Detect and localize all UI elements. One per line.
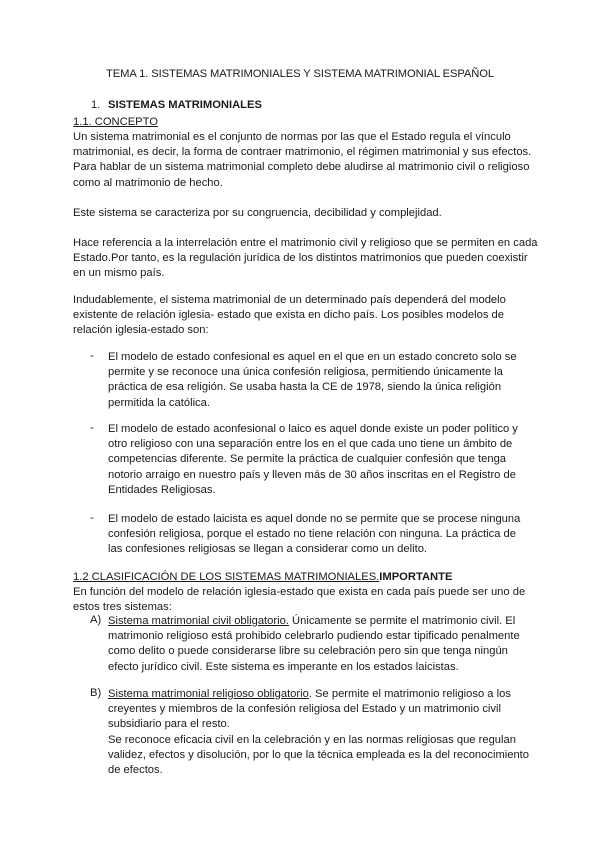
bullet-marker: -: [90, 422, 94, 434]
section-heading: [91, 99, 262, 111]
paragraph-systems-intro: En función del modelo de relación iglesia-estado que exista en cada país puede ser uno de estos tres sistemas:: [73, 586, 526, 614]
item-marker: B): [90, 687, 102, 699]
item-body: Únicamente se permite el matrimonio civil. El matrimonio religioso está prohibido celebrarlo pudiendo estar tipificado penalmente como delito o puede considerarse libre su celebración pero sin que tenga ningún efecto jurídico civil. Este sistema es imperante en los estados laicistas.: [108, 615, 520, 673]
document-title: TEMA 1. SISTEMAS MATRIMONIALES Y SISTEMA MATRIMONIAL ESPAÑOL: [106, 68, 494, 80]
paragraph-characteristics: Este sistema se caracteriza por su congruencia, decibilidad y complejidad.: [73, 207, 442, 219]
subsection-concepto: 1.1. CONCEPTO: [73, 116, 158, 128]
bullet-laicista: El modelo de estado laicista es aquel donde no se permite que se procese ninguna confesión religiosa, porque el estado no tiene relación con ninguna. La práctica de las confesiones religiosas se llegan a considerar como un delito.: [108, 513, 521, 556]
paragraph-interrelation: Hace referencia a la interrelación entre el matrimonio civil y religioso que se permiten en cada Estado.Por tanto, es la regulación jurídica de los distintos matrimonios que pueden coexistir en un mismo país.: [73, 237, 538, 280]
important-label: IMPORTANTE: [379, 571, 453, 583]
section-number: 1.: [91, 99, 101, 111]
item-term: Sistema matrimonial religioso obligatorio: [108, 688, 309, 700]
item-marker: A): [90, 614, 102, 626]
item-body: . Se permite el matrimonio religioso a los creyentes y miembros de la confesión religiosa del Estado y un matrimonio civil subsidiario para el resto.: [108, 688, 511, 731]
paragraph-models-intro: Indudablemente, el sistema matrimonial de un determinado país dependerá del modelo existente de relación iglesia- estado que exista en dicho país. Los posibles modelos de relación iglesia-estado son:: [73, 294, 506, 337]
bullet-marker: -: [90, 512, 94, 524]
bullet-confesional: El modelo de estado confesional es aquel en el que en un estado concreto solo se permite y se reconoce una única confesión religiosa, permitiendo únicamente la práctica de esa religión. Se usaba hasta la CE de 1978, siendo la única religión permitida la católica.: [108, 351, 517, 409]
item-body-continued: Se reconoce eficacia civil en la celebración y en las normas religiosas que regulan validez, efectos y disolución, por lo que la técnica empleada es la del reconocimiento de efectos.: [108, 733, 530, 777]
subsection-clasificacion: [73, 570, 543, 585]
subsection-clasificacion-label: 1.2 CLASIFICACIÓN DE LOS SISTEMAS MATRIMONIALES.: [73, 571, 380, 583]
paragraph-definition: Un sistema matrimonial es el conjunto de normas por las que el Estado regula el vínculo matrimonial, es decir, la forma de contraer matrimonio, el régimen matrimonial y sus efectos. Para hablar de un sistema matrimonial completo debe aludirse al matrimonio civil o religioso como al matrimonio de hecho.: [73, 131, 532, 189]
item-religioso-obligatorio: [108, 687, 533, 778]
item-civil-obligatorio: [108, 614, 533, 675]
bullet-aconfesional: El modelo de estado aconfesional o laico es aquel donde existe un poder político y otro religioso con una separación entre los en el que cada uno tiene un ámbito de competencias diferente. Se permite la práctica de cualquier confesión que tenga notorio arraigo en nuestro país y lleven más de 30 años inscritas en el Registro de Entidades Religiosas.: [108, 423, 518, 496]
item-term: Sistema matrimonial civil obligatorio.: [108, 615, 289, 627]
bullet-marker: -: [90, 350, 94, 362]
section-title: SISTEMAS MATRIMONIALES: [108, 99, 262, 111]
